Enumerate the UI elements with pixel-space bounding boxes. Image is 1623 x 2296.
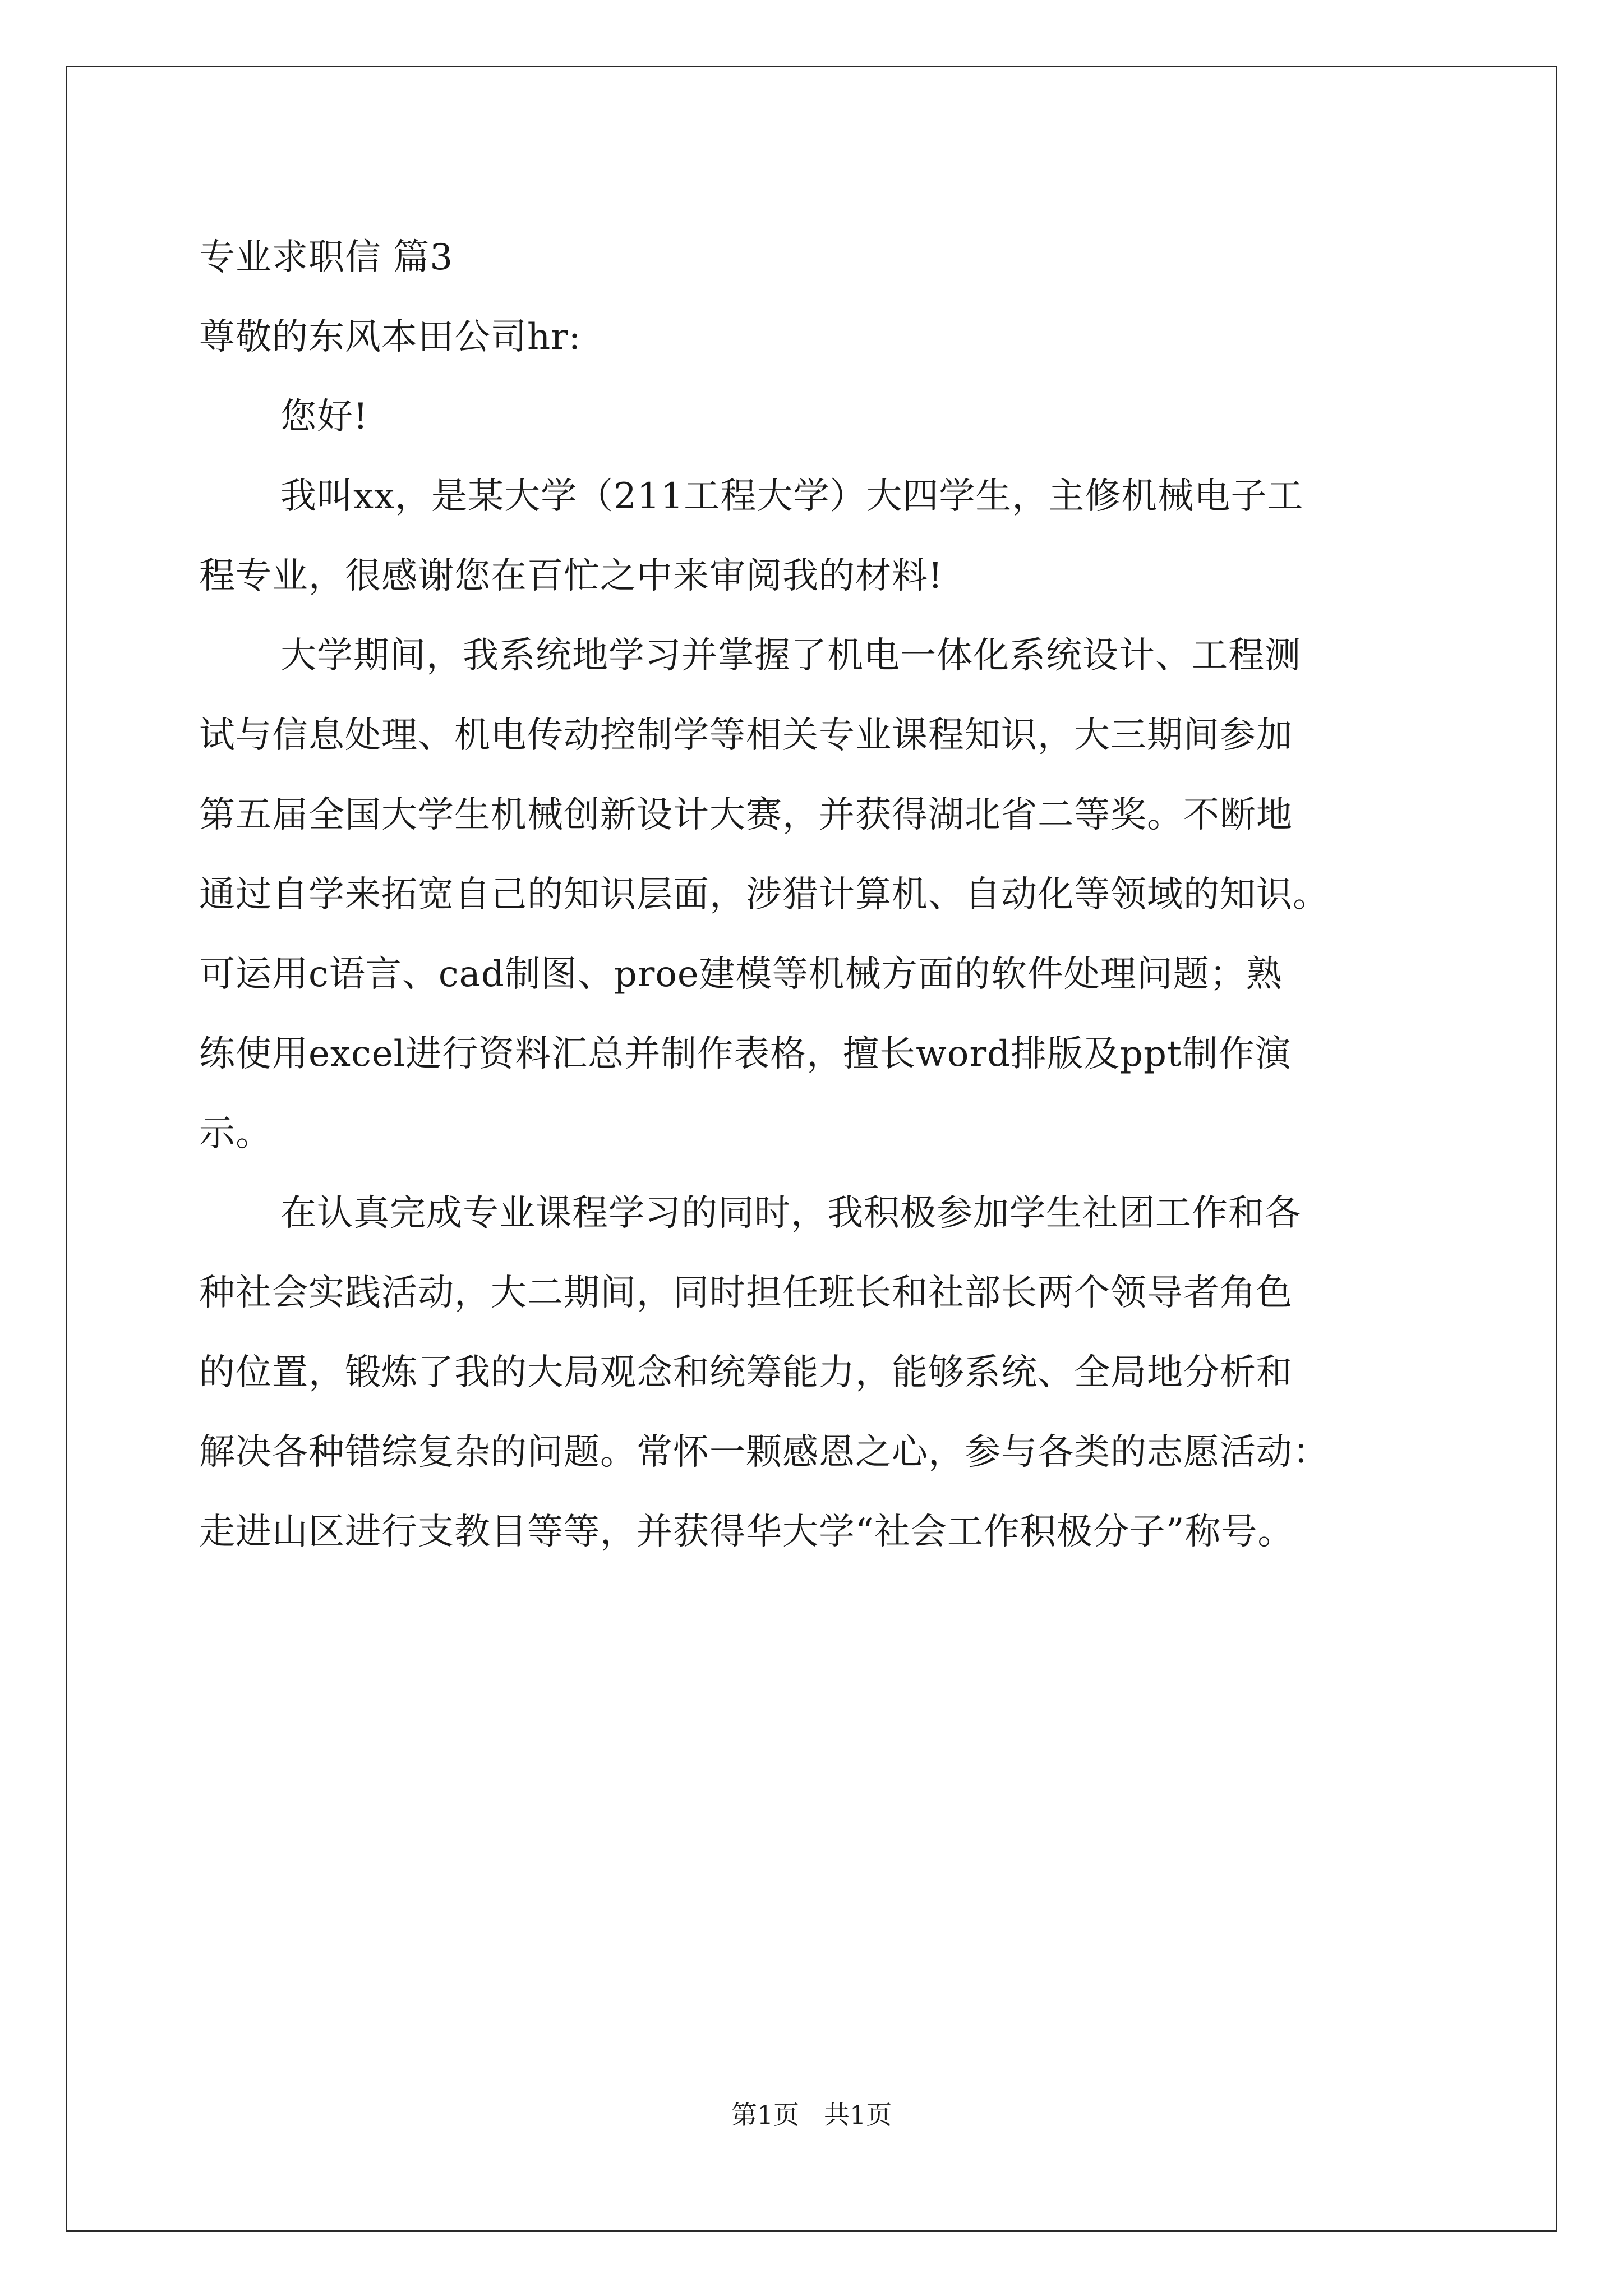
letter-body	[199, 218, 1433, 1572]
page-footer	[0, 2098, 1623, 2132]
paragraph-2-line-6: 练使用excel进行资料汇总并制作表格，擅长word排版及ppt制作演	[199, 1033, 1292, 1075]
paragraph-3-line-3: 的位置，锻炼了我的大局观念和统筹能力，能够系统、全局地分析和	[199, 1352, 1293, 1393]
page-number-current: 第1页	[731, 2100, 800, 2130]
paragraph-2-line-3: 第五届全国大学生机械创新设计大赛，并获得湖北省二等奖。不断地	[199, 794, 1293, 836]
paragraph-3-line-4: 解决各种错综复杂的问题。常怀一颗感恩之心，参与各类的志愿活动：	[199, 1432, 1329, 1473]
footer-spacer	[799, 2100, 824, 2130]
paragraph-3-line-5: 走进山区进行支教目等等，并获得华大学“社会工作积极分子”称号。	[199, 1511, 1294, 1553]
paragraph-2-line-1: 大学期间，我系统地学习并掌握了机电一体化系统设计、工程测	[280, 635, 1301, 677]
paragraph-2-line-2: 试与信息处理、机电传动控制学等相关专业课程知识，大三期间参加	[199, 715, 1293, 756]
paragraph-3-line-1: 在认真完成专业课程学习的同时，我积极参加学生社团工作和各	[280, 1193, 1301, 1234]
paragraph-1-line-1: 我叫xx，是某大学（211工程大学）大四学生，主修机械电子工	[280, 476, 1304, 517]
paragraph-3-line-2: 种社会实践活动，大二期间，同时担任班长和社部长两个领导者角色	[199, 1272, 1293, 1314]
paragraph-2-line-4: 通过自学来拓宽自己的知识层面，涉猎计算机、自动化等领域的知识。	[199, 874, 1329, 915]
page-number-total: 共1页	[823, 2100, 892, 2130]
greeting: 您好!	[280, 396, 368, 438]
salutation: 尊敬的东风本田公司hr:	[199, 316, 582, 358]
document-heading: 专业求职信 篇3	[199, 237, 454, 278]
paragraph-2-line-7: 示。	[199, 1113, 272, 1154]
paragraph-2-line-5: 可运用c语言、cad制图、proe建模等机械方面的软件处理问题；熟	[199, 954, 1283, 995]
paragraph-1-line-2: 程专业，很感谢您在百忙之中来审阅我的材料!	[199, 555, 943, 597]
